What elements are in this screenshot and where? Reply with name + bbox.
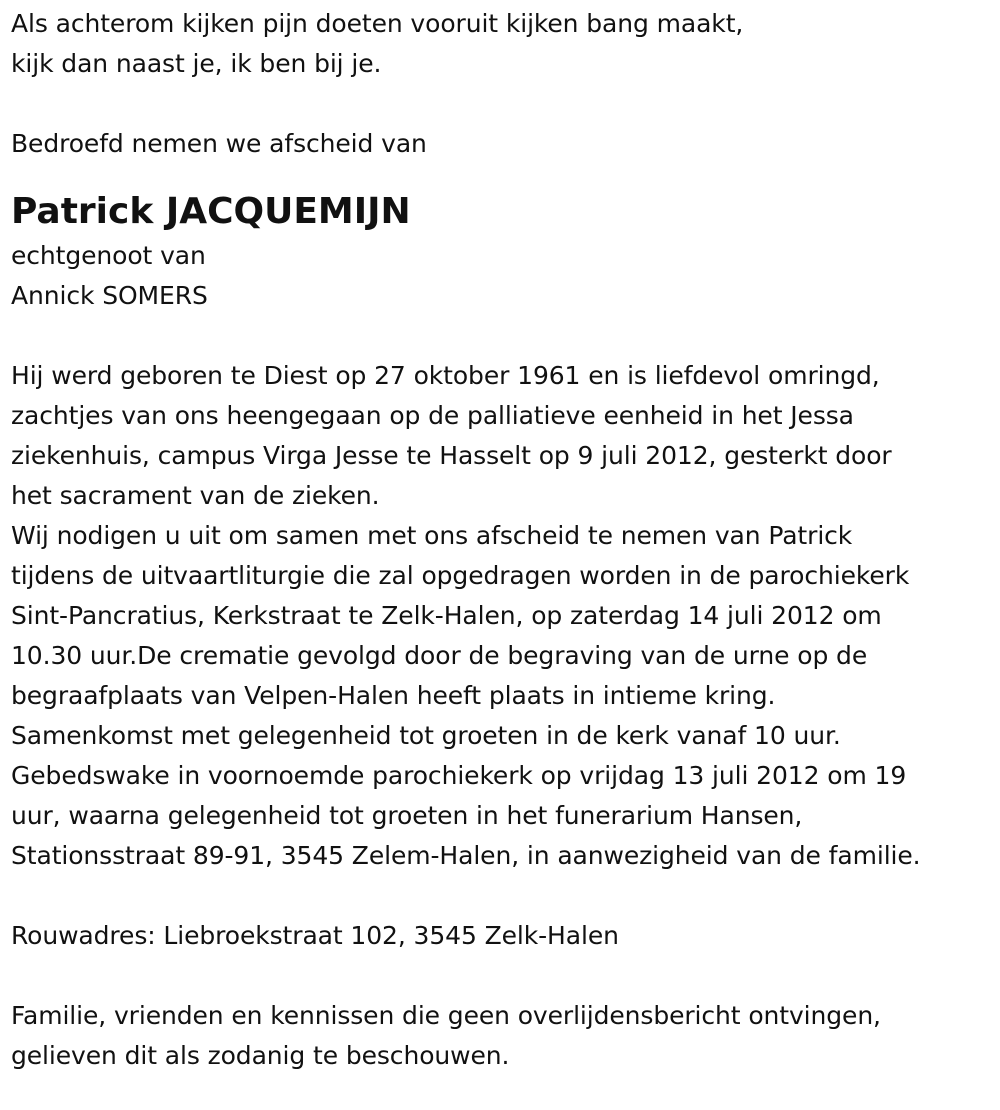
spacer	[11, 876, 996, 916]
poem	[11, 4, 996, 84]
body-line: Samenkomst met gelegenheid tot groeten in de kerk vanaf 10 uur.	[11, 721, 841, 750]
intro-text: Bedroefd nemen we afscheid van	[11, 129, 427, 158]
relation-text: echtgenoot van	[11, 241, 206, 270]
body-line: tijdens de uitvaartliturgie die zal opgedragen worden in de parochiekerk	[11, 561, 910, 590]
body-line: Sint-Pancratius, Kerkstraat te Zelk-Halen, op zaterdag 14 juli 2012 om	[11, 601, 882, 630]
body-line: Wij nodigen u uit om samen met ons afscheid te nemen van Patrick	[11, 521, 853, 550]
body-line: zachtjes van ons heengegaan op de palliatieve eenheid in het Jessa	[11, 401, 854, 430]
spacer	[11, 316, 996, 356]
body-line: 10.30 uur.De crematie gevolgd door de begraving van de urne op de	[11, 641, 868, 670]
closing-note	[11, 996, 996, 1076]
body-line: Stationsstraat 89-91, 3545 Zelem-Halen, in aanwezigheid van de familie.	[11, 841, 921, 870]
closing-line: gelieven dit als zodanig te beschouwen.	[11, 1041, 510, 1070]
spouse-name: Annick SOMERS	[11, 281, 208, 310]
body-line: begraafplaats van Velpen-Halen heeft plaats in intieme kring.	[11, 681, 776, 710]
body-line: uur, waarna gelegenheid tot groeten in het funerarium Hansen,	[11, 801, 803, 830]
deceased-name: Patrick JACQUEMIJN	[11, 191, 411, 232]
poem-line: kijk dan naast je, ik ben bij je.	[11, 49, 382, 78]
mourning-address: Rouwadres: Liebroekstraat 102, 3545 Zelk-Halen	[11, 921, 619, 950]
body-line: het sacrament van de zieken.	[11, 481, 380, 510]
spacer	[11, 84, 996, 124]
poem-line: Als achterom kijken pijn doeten vooruit kijken bang maakt,	[11, 9, 744, 38]
body-line: Hij werd geboren te Diest op 27 oktober 1961 en is liefdevol omringd,	[11, 361, 880, 390]
body-line: Gebedswake in voornoemde parochiekerk op vrijdag 13 juli 2012 om 19	[11, 761, 907, 790]
spacer	[11, 956, 996, 996]
closing-line: Familie, vrienden en kennissen die geen overlijdensbericht ontvingen,	[11, 1001, 881, 1030]
announcement-body	[11, 356, 996, 876]
body-line: ziekenhuis, campus Virga Jesse te Hasselt op 9 juli 2012, gesterkt door	[11, 441, 892, 470]
obituary-document	[11, 4, 996, 1076]
